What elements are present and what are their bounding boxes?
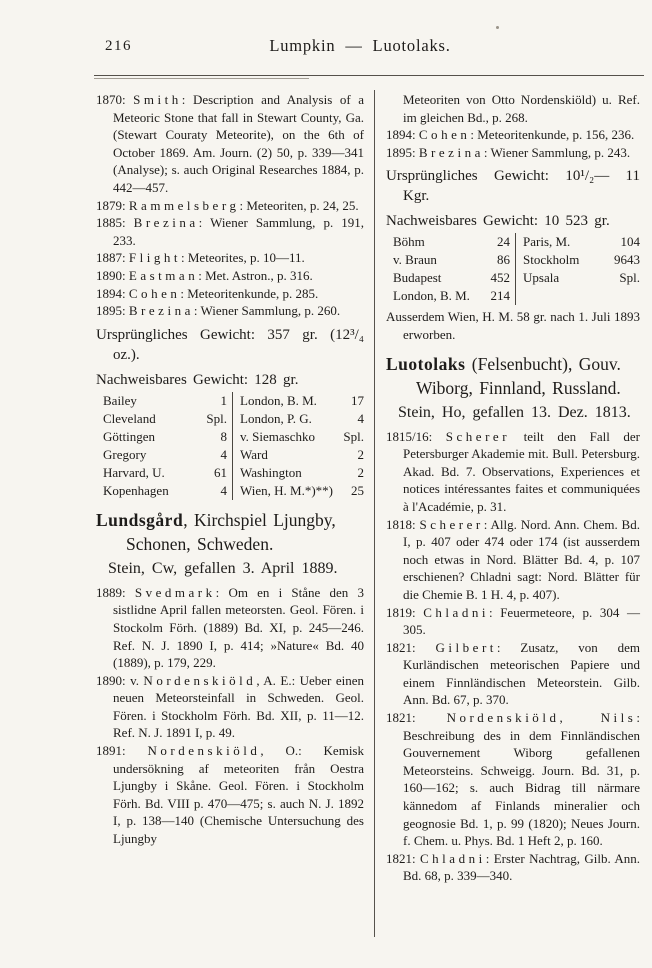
table-row: [240, 482, 364, 500]
entry-text: : Met. Astron., p. 316.: [198, 267, 313, 283]
fall-type-line: Stein, Cw, gefallen 3. April 1889.: [108, 559, 338, 577]
bib-entry: [386, 144, 640, 162]
entry-author: Chladni: [419, 850, 486, 866]
right-column: [386, 91, 640, 885]
collection-name: Böhm: [393, 234, 425, 250]
weight-table-left-half: [103, 392, 233, 500]
entry-author: Nordenskiöld, Nils: [446, 710, 637, 726]
entry-year: 1895:: [386, 144, 419, 160]
entry-year: 1890:: [96, 267, 129, 283]
bib-entry: [96, 302, 364, 320]
entry-author: Nordenskiöld: [143, 672, 257, 688]
weight-value: 61: [214, 464, 227, 480]
table-row: [240, 446, 364, 464]
column-divider: [374, 90, 375, 937]
entry-year: 1887:: [96, 250, 129, 266]
verified-weight-heading: Nachweisbares Gewicht: 10 523 gr.: [386, 213, 610, 230]
original-weight-heading: Ursprüngliches Gewicht: 10¹/₂— 11 Kgr.: [386, 168, 640, 205]
locality-heading-luotolaks: [386, 352, 640, 400]
entry-author: Svedmark: [134, 584, 216, 600]
entry-text: : Meteoriten, p. 24, 25.: [239, 197, 359, 213]
table-row: [240, 464, 364, 482]
entry-text: : Beschreibung des in dem Finnländischen Gouvernement Wiborg gefallenen Meteorsteins. Schweigg. Journ. Bd. 31, p. 160—162; s. auch Bidrag till närmare kännedom af Finlands mineralier och geognosie Bd. 1, p. 99 (1820); Neues Journ. f. Chem. u. Phys. Bd. 1 Heft 2, p. 160.: [403, 710, 640, 849]
entry-year: 1870:: [96, 92, 134, 107]
entry-author: Scherer: [419, 516, 484, 532]
table-row: [103, 464, 227, 482]
entry-text: , O.: Kemisk undersökning af meteoriten från Oestra Ljungby i Skåne. Geol. Fören. i Stockholm Förh. Bd. VIII p. 470—475; s. auch N. J. 1892 I, p. 138—140 (Chemische Untersuchung des Ljungby: [113, 743, 364, 847]
verified-weight-heading: Nachweisbares Gewicht: 128 gr.: [96, 371, 299, 388]
weight-value: 17: [351, 392, 364, 408]
entry-year: 1895:: [96, 303, 129, 319]
collection-name: Paris, M.: [523, 234, 571, 250]
entry-text: teilt den Fall der Petersburger Akademie mit. Bull. Petersburg. Akad. Bd. 7. Observations, Experiences et notices intéressantes faites et communiquées à l'Académie, p. 31.: [403, 428, 640, 514]
entry-author: Flight: [128, 250, 182, 266]
entry-text: : Meteoritenkunde, p. 285.: [180, 285, 319, 301]
entry-text: : Feuermeteore, p. 304 — 305.: [403, 604, 640, 638]
original-weight-heading: Ursprüngliches Gewicht: 357 gr. (12³/₄ oz.).: [96, 326, 364, 363]
collection-name: Bailey: [103, 392, 137, 408]
table-row: [393, 287, 510, 305]
bib-entry: [386, 126, 640, 144]
collection-name: Harvard, U.: [103, 464, 165, 480]
locality-description: (Felsenbucht), Gouv. Wiborg, Finnland, Russland.: [416, 353, 621, 398]
bib-entry: [96, 672, 364, 742]
entry-continuation: Meteoriten von Otto Nordenskiöld) u. Ref. im gleichen Bd., p. 268.: [403, 92, 640, 125]
entry-author: Brezina: [128, 303, 194, 319]
entry-author: Scherer: [445, 428, 511, 444]
table-row: [103, 482, 227, 500]
header-rule: [94, 75, 644, 76]
entry-text: : Wiener Sammlung, p. 243.: [483, 144, 631, 160]
weight-value: Spl.: [206, 410, 227, 426]
table-row: [523, 233, 640, 251]
collection-name: Kopenhagen: [103, 482, 169, 498]
entry-year: 1821:: [386, 639, 436, 655]
left-column: [96, 91, 364, 848]
weight-value: 2: [357, 464, 364, 480]
bib-entry: [96, 214, 364, 249]
weight-table-right-half: [233, 392, 364, 500]
table-row: [523, 251, 640, 269]
collection-name: London, P. G.: [240, 410, 312, 426]
entry-text: : Meteorites, p. 10—11.: [181, 250, 305, 266]
weight-table-right-half: [516, 233, 640, 305]
entry-year: 1891:: [96, 743, 148, 759]
collection-name: Cleveland: [103, 410, 156, 426]
weight-value: Spl.: [619, 270, 640, 286]
table-row: [240, 392, 364, 410]
entry-author: Smith: [133, 92, 182, 107]
collection-name: v. Braun: [393, 252, 437, 268]
entry-year: 1890:: [96, 672, 131, 688]
weight-value: 4: [357, 410, 364, 426]
entry-year: 1885:: [96, 215, 134, 231]
table-row: [103, 392, 227, 410]
entry-author: Eastman: [128, 267, 199, 283]
entry-author: Rammelsberg: [128, 197, 240, 213]
bib-entry: [96, 249, 364, 267]
weight-value: Spl.: [343, 428, 364, 444]
entry-text: : Erster Nachtrag, Gilb. Ann. Bd. 68, p. 339—340.: [403, 850, 640, 884]
scan-speck: [496, 26, 499, 29]
entry-year: 1821:: [386, 710, 447, 726]
table-row: [393, 251, 510, 269]
entry-year: 1879:: [96, 197, 129, 213]
collection-name: Budapest: [393, 270, 442, 286]
collection-name: London, B. M.: [393, 288, 470, 304]
bib-entry: [386, 639, 640, 709]
collection-name: Ward: [240, 446, 268, 462]
collection-name: Washington: [240, 464, 302, 480]
bib-entry: [96, 91, 364, 197]
bib-entry: [96, 285, 364, 303]
locality-description: , Kirchspiel Ljungby, Schonen, Schweden.: [126, 509, 336, 554]
entry-author: Cohen: [418, 127, 471, 143]
collection-name: Gregory: [103, 446, 147, 462]
entry-author: Brezina: [418, 144, 484, 160]
table-row: [523, 269, 640, 287]
page-number: 216: [105, 38, 132, 54]
collection-name: London, B. M.: [240, 392, 317, 408]
fall-type-line: Stein, Ho, gefallen 13. Dez. 1813.: [398, 403, 631, 421]
weight-value: 214: [490, 288, 510, 304]
header-rule-artifact: [94, 78, 309, 79]
entry-author: Gilbert: [435, 639, 497, 655]
weight-table-left-half: [393, 233, 516, 305]
bib-entry: [386, 850, 640, 885]
entry-text: : Om en i Ståne den 3 sistlidne April fallen meteorsten. Geol. Fören. i Stockolm Förh. (1889) Bd. XI, p. 245—246. Ref. N. J. 1890 I, p. 414; »Nature« Bd. 40 (1889), p. 179, 229.: [113, 584, 364, 671]
entry-year: 1889:: [96, 584, 135, 600]
collection-name: v. Siemaschko: [240, 428, 315, 444]
entry-text: : Zusatz, von dem Kurländischen meteorischen Papiere und einem Finnländischen Meteorstein. Gilb. Ann. Bd. 67, p. 370.: [403, 639, 640, 708]
weight-value: 104: [620, 234, 640, 250]
weight-value: 1: [220, 392, 227, 408]
weight-value: 24: [497, 234, 510, 250]
bib-entry: [386, 709, 640, 850]
table-row: [393, 233, 510, 251]
entry-text: , A. E.: Ueber einen neuen Meteorsteinfall in Schweden. Geol. Fören. i Stockholm Förh. Bd. XII, p. 11—12. Ref. N. J. 1891 I, p. 49.: [113, 672, 364, 741]
weight-value: 4: [220, 482, 227, 498]
table-row: [103, 446, 227, 464]
acquisition-note: Ausserdem Wien, H. M. 58 gr. nach 1. Juli 1893 erworben.: [386, 309, 640, 342]
entry-text: : Allg. Nord. Ann. Chem. Bd. I, p. 407 oder 474 oder 174 (ist ausserdem noch etwas in Nord. Blätter Bd. 4, p. 107 erschienen? Chladni sagt: Nord. Blätter für die Chemie B. 1 H. 4, p. 407).: [403, 516, 640, 602]
weight-value: 2: [357, 446, 364, 462]
entry-text: : Description and Analysis of a Meteoric Stone that fall in Stewart County, Ga. (Stewart Couraty Meteorite), on the 6th of October 1869. Am. Journ. (2) 50, p. 339—341 (Analyse); s. auch Original Researches 1884, p. 442—457.: [113, 92, 364, 195]
bib-entry: [96, 267, 364, 285]
table-row: [240, 410, 364, 428]
table-row: [103, 410, 227, 428]
table-row: [393, 269, 510, 287]
bib-entry: [96, 742, 364, 848]
collection-name: Stockholm: [523, 252, 580, 268]
entry-year: 1894:: [96, 285, 129, 301]
entry-text: : Wiener Sammlung, p. 260.: [193, 303, 341, 319]
collection-name: Wien, H. M.*)**): [240, 482, 333, 498]
running-header: Lumpkin — Luotolaks.: [269, 36, 451, 55]
table-row: [240, 428, 364, 446]
weight-value: 452: [490, 270, 510, 286]
entry-year: 1815/16:: [386, 428, 446, 444]
entry-year: 1821:: [386, 850, 420, 866]
locality-heading-lundsgard: [96, 508, 364, 556]
weight-value: 86: [497, 252, 510, 268]
bib-entry: [96, 584, 364, 672]
weight-value: 4: [220, 446, 227, 462]
weight-distribution-table: [96, 392, 364, 500]
weight-value: 8: [220, 428, 227, 444]
locality-name: Lundsgård: [96, 509, 184, 530]
bib-entry: [386, 516, 640, 604]
entry-author: Cohen: [128, 285, 181, 301]
entry-pre: v.: [130, 672, 144, 688]
table-row: [103, 428, 227, 446]
bib-entry: [386, 428, 640, 516]
weight-value: 25: [351, 482, 364, 498]
entry-text: : Meteoritenkunde, p. 156, 236.: [470, 127, 635, 143]
entry-author: Nordenskiöld: [147, 743, 261, 759]
entry-author: Chladni: [423, 604, 489, 620]
bib-entry: [386, 604, 640, 639]
locality-name: Luotolaks: [386, 353, 466, 374]
weight-value: 9643: [614, 252, 640, 268]
entry-author: Brezina: [133, 215, 199, 231]
weight-distribution-table: [386, 233, 640, 305]
entry-year: 1894:: [386, 127, 419, 143]
collection-name: Göttingen: [103, 428, 155, 444]
entry-year: 1819:: [386, 604, 424, 620]
entry-text: : Wiener Sammlung, p. 191, 233.: [113, 215, 364, 248]
bib-entry: [96, 197, 364, 215]
collection-name: Upsala: [523, 270, 560, 286]
entry-year: 1818:: [386, 516, 420, 532]
